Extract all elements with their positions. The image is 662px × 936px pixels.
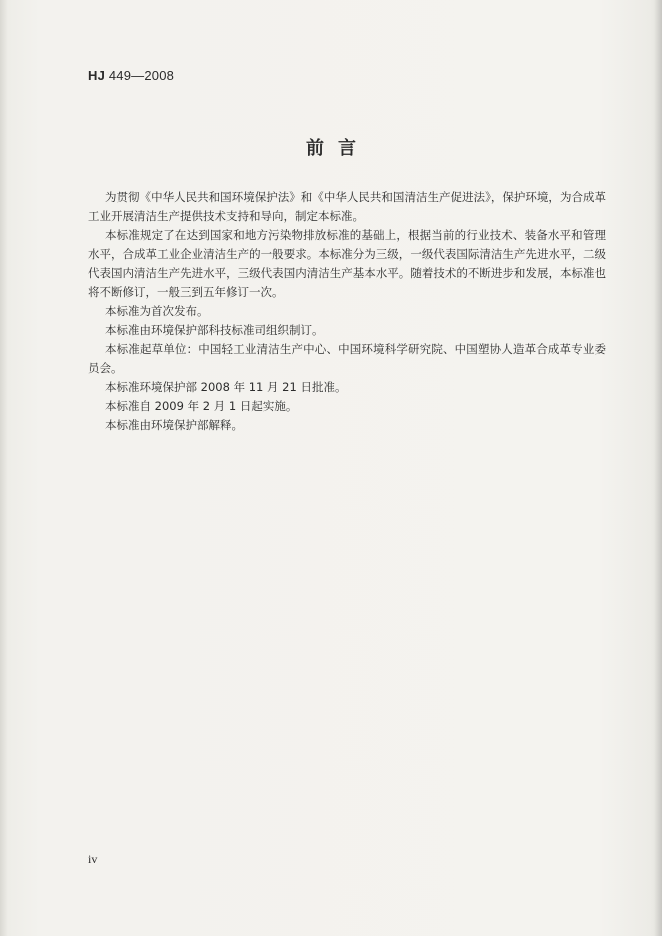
foreword-paragraph: 本标准起草单位：中国轻工业清洁生产中心、中国环境科学研究院、中国塑协人造革合成革专业委员会。 [88,342,606,375]
foreword-body [88,188,606,435]
foreword-paragraph: 本标准环境保护部 2008 年 11 月 21 日批准。 [105,380,347,394]
foreword-paragraph: 本标准由环境保护部科技标准司组织制订。 [105,323,324,337]
foreword-paragraph: 为贯彻《中华人民共和国环境保护法》和《中华人民共和国清洁生产促进法》，保护环境，为合成革工业开展清洁生产提供技术支持和导向，制定本标准。 [88,190,606,223]
page-number: iv [88,852,98,866]
foreword-paragraph: 本标准自 2009 年 2 月 1 日起实施。 [105,399,298,413]
standard-code-prefix: HJ [88,68,106,83]
foreword-paragraph: 本标准由环境保护部解释。 [105,418,243,432]
standard-code-number: 449—2008 [105,68,175,83]
foreword-paragraph: 本标准为首次发布。 [105,304,209,318]
standard-code-header [88,68,174,83]
foreword-paragraph: 本标准规定了在达到国家和地方污染物排放标准的基础上，根据当前的行业技术、装备水平和管理水平，合成革工业企业清洁生产的一般要求。本标准分为三级，一级代表国际清洁生产先进水平，二级代表国内清洁生产先进水平，三级代表国内清洁生产基本水平。随着技术的不断进步和发展，本标准也将不断修订，一般三到五年修订一次。 [88,228,606,299]
page-title: 前言 [306,138,370,159]
